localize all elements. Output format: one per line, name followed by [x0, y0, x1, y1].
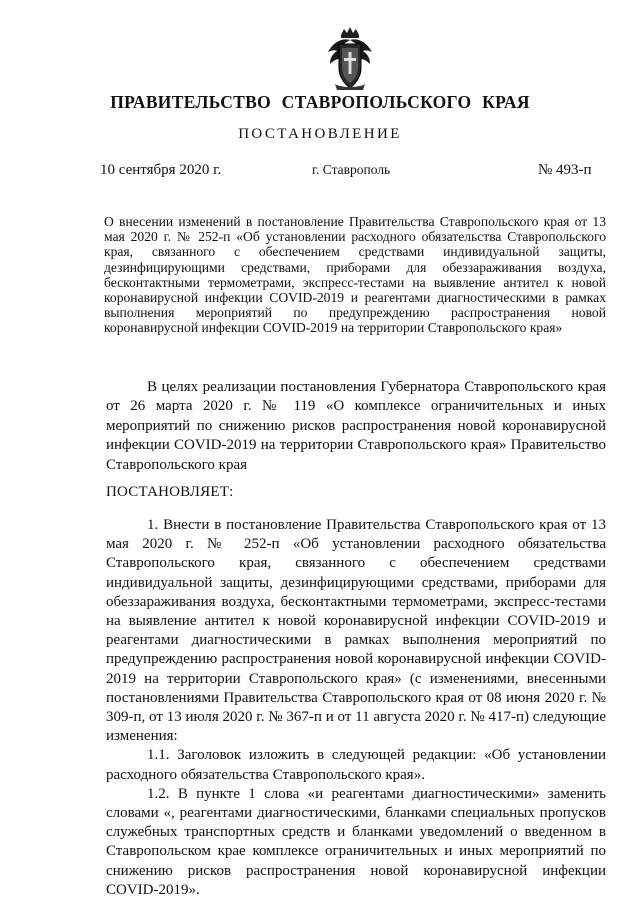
coat-of-arms-icon: [325, 26, 375, 92]
paragraph-1-2: 1.2. В пункте 1 слова «и реагентами диагностическими» заменить словами «, реагентами диагностическими, бланками специальных пропусков служебных транспортных средств и бланками уведомлений о введенном в Ставропольском крае комплексе ограничительных и иных мероприятий по снижению рисков распространения новой коронавирусной инфекции COVID-2019».: [106, 785, 606, 898]
document-number: № 493-п: [538, 162, 592, 178]
resolution-body: [106, 516, 606, 900]
document-city: г. Ставрополь: [312, 162, 391, 177]
document-subject: О внесении изменений в постановление Правительства Ставропольского края от 13 мая 2020 г. № 252-п «Об установлении расходного обязательства Ставропольского края, связанного с обеспечением средствами индивидуальной защиты, дезинфицирующими средствами, приборами для обеззараживания воздуха, бесконтактными термометрами, экспресс-тестами на выявление антител к новой коронавирусной инфекции COVID-2019 и реагентами диагностическими в рамках выполнения мероприятий по предупреждению распространения новой коронавирусной инфекции COVID-2019 на территории Ставропольского края»: [104, 214, 606, 336]
document-type: ПОСТАНОВЛЕНИЕ: [238, 126, 402, 142]
resolves-heading: ПОСТАНОВЛЯЕТ:: [106, 484, 234, 500]
preamble-paragraph: В целях реализации постановления Губернатора Ставропольского края от 26 марта 2020 г. № 119 «О комплексе ограничительных и иных мероприятий по снижению рисков распространения новой коронавирусной инфекции COVID-2019 на территории Ставропольского края» Правительство Ставропольского края: [106, 379, 606, 473]
paragraph-1: 1. Внести в постановление Правительства Ставропольского края от 13 мая 2020 г. № 252-п «Об установлении расходного обязательства Ставропольского края, связанного с обеспечением средствами индивидуальной защиты, дезинфицирующими средствами, приборами для обеззараживания воздуха, бесконтактными термометрами, экспресс-тестами на выявление антител к новой коронавирусной инфекции COVID-2019 и реагентами диагностическими в рамках выполнения мероприятий по предупреждению распространения новой коронавирусной инфекции COVID-2019 на территории Ставропольского края» (с изменениями, внесенными постановлениями Правительства Ставропольского края от 08 июня 2020 г. № 309-п, от 13 июля 2020 г. № 367-п и от 11 августа 2020 г. № 417-п) следующие изменения:: [106, 517, 606, 745]
paragraph-1-1: 1.1. Заголовок изложить в следующей редакции: «Об установлении расходного обязательства Ставропольского края».: [106, 747, 606, 783]
document-date: 10 сентября 2020 г.: [100, 162, 222, 178]
government-title: ПРАВИТЕЛЬСТВО СТАВРОПОЛЬСКОГО КРАЯ: [110, 92, 530, 112]
